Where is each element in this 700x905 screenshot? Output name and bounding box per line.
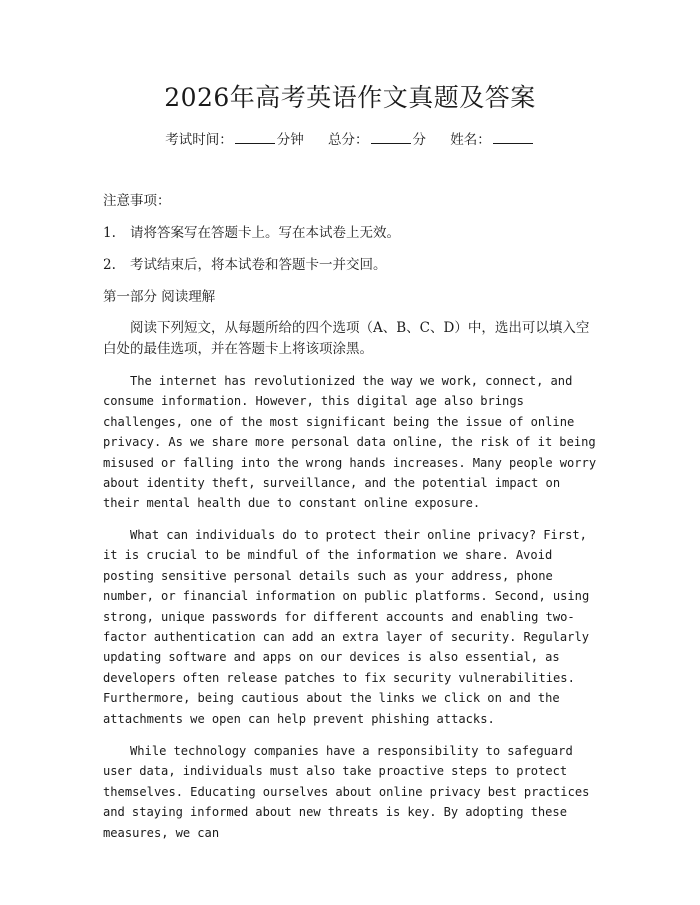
notice-heading: 注意事项： bbox=[103, 193, 171, 209]
name-label: 姓名： bbox=[450, 132, 491, 148]
notice-item bbox=[103, 223, 599, 244]
section-instruction: 阅读下列短文，从每题所给的四个选项（A、B、C、D）中，选出可以填入空白处的最佳选项，并在答题卡上将该项涂黑。 bbox=[103, 320, 590, 357]
total-score-unit: 分 bbox=[412, 132, 426, 148]
section-title: 第一部分 阅读理解 bbox=[103, 289, 216, 305]
total-score-label: 总分： bbox=[328, 132, 369, 148]
passage-paragraph: What can individuals do to protect their online privacy? First, it is crucial to be mindful of the information we share. Avoid posting sensitive personal details such as your address, phone number, or financial information on public platforms. Second, using strong, unique passwords for different accounts and enabling two-factor authentication can add an extra layer of security. Regularly updating software and apps on our devices is also essential, as developers often release patches to fix security vulnerabilities. Furthermore, being cautious about the links we click on and the attachments we open can help prevent phishing attacks. bbox=[103, 528, 590, 726]
name-field bbox=[450, 129, 535, 151]
exam-time-field bbox=[165, 129, 304, 151]
exam-time-unit: 分钟 bbox=[276, 132, 304, 148]
page-title: 2026年高考英语作文真题及答案 bbox=[164, 83, 536, 112]
total-score-field bbox=[328, 129, 426, 151]
exam-time-blank bbox=[235, 129, 275, 144]
notice-item-number: 1. bbox=[103, 225, 116, 241]
passage-paragraph: The internet has revolutionized the way we work, connect, and consume information. However, this digital age also brings challenges, one of the most significant being the issue of online privacy. As we share more personal data online, the risk of it being misused or falling into the wrong hands increases. Many people worry about identity theft, surveillance, and the potential impact on their mental health due to constant online exposure. bbox=[103, 374, 597, 511]
exam-info-line bbox=[0, 129, 700, 151]
notice-item bbox=[103, 255, 599, 276]
name-blank bbox=[493, 129, 533, 144]
notice-item-text: 请将答案写在答题卡上。写在本试卷上无效。 bbox=[130, 225, 400, 241]
passage-paragraph: While technology companies have a responsibility to safeguard user data, individuals must also take proactive steps to protect themselves. Educating ourselves about online privacy best practices and staying informed about new threats is key. By adopting these measures, we can bbox=[103, 744, 590, 840]
notice-item-text: 考试结束后，将本试卷和答题卡一并交回。 bbox=[130, 257, 387, 273]
total-score-blank bbox=[371, 129, 411, 144]
notice-item-number: 2. bbox=[103, 257, 116, 273]
exam-time-label: 考试时间： bbox=[165, 132, 233, 148]
